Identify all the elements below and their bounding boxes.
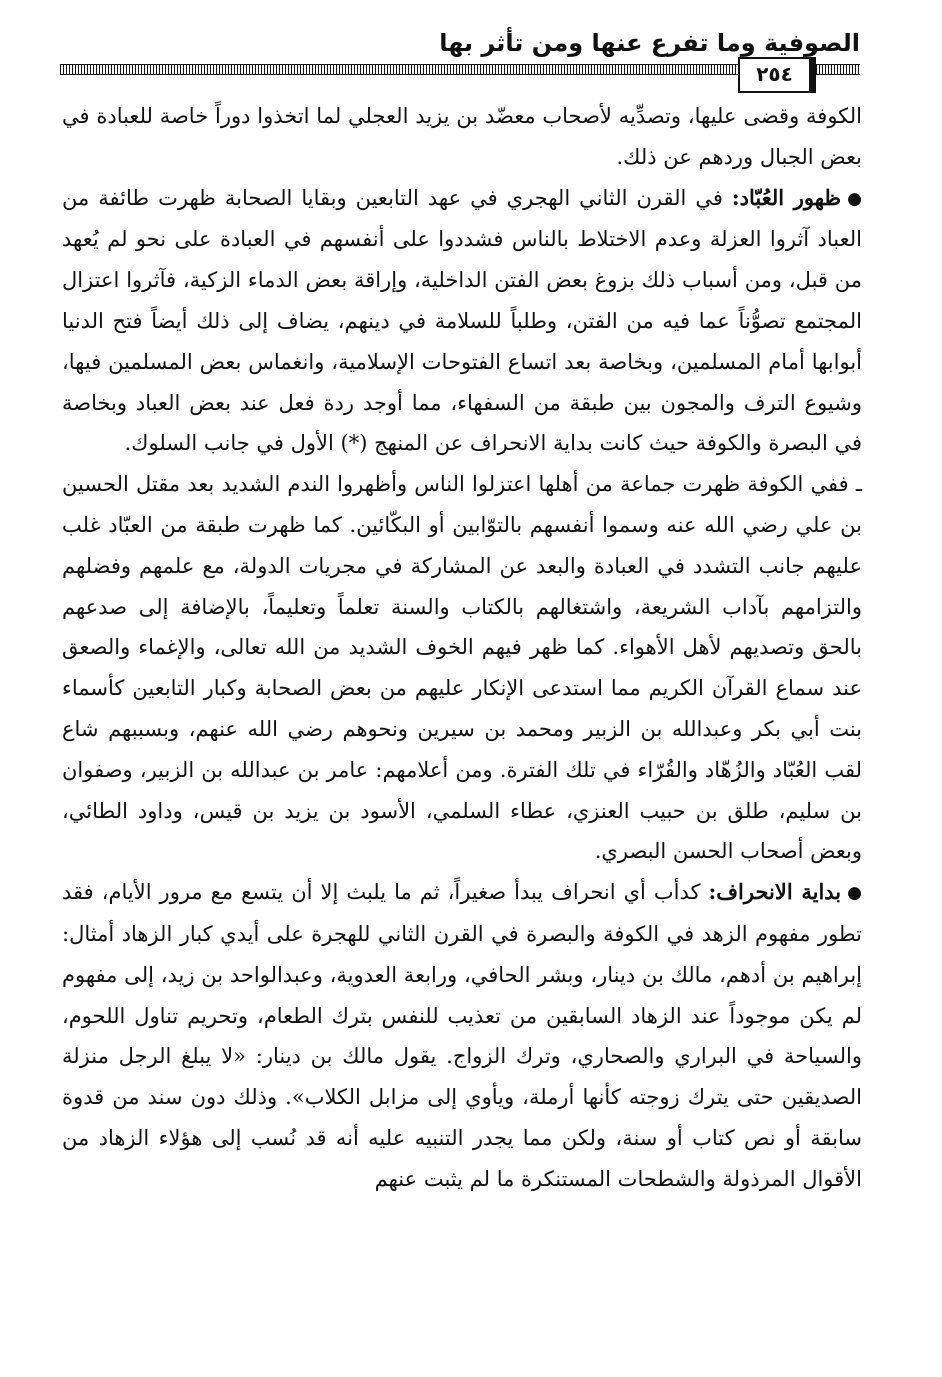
- paragraph-text: ـ ففي الكوفة ظهرت جماعة من أهلها اعتزلوا الناس وأظهروا الندم الشديد بعد مقتل الحسين بن علي رضي الله عنه وسموا أنفسهم بالتوّابين أو البكّائين. كما ظهرت طبقة من العبّاد غلب عليهم جانب التشدد في العبادة والبعد عن المشاركة في مجريات الدولة، مع علمهم وفضلهم والتزامهم بآداب الشريعة، واشتغالهم بالكتاب والسنة تعلماً وتعليماً، بالإضافة إلى صدعهم بالحق وتصديهم لأهل الأهواء. كما ظهر فيهم الخوف الشديد من الله تعالى، والإغماء والصعق عند سماع القرآن الكريم مما استدعى الإنكار عليهم من بعض الصحابة وكبار التابعين كأسماء بنت أبي بكر وعبدالله بن الزبير ومحمد بن سيرين ونحوهم رضي الله عنهم، وبسببهم شاع لقب العُبّاد والزُهّاد والقُرّاء في تلك الفترة. ومن أعلامهم: عامر بن عبدالله بن الزبير، وصفوان بن سليم، طلق بن حبيب العنزي، عطاء السلمي، الأسود بن يزيد بن قيس، وداود الطائي، وبعض أصحاب الحسن البصري.: [62, 472, 862, 864]
- bullet-icon: ●: [847, 188, 862, 209]
- paragraph: [62, 464, 862, 872]
- bullet-icon: ●: [847, 883, 862, 904]
- paragraph-text: في القرن الثاني الهجري في عهد التابعين وبقايا الصحابة ظهرت طائفة من العباد آثروا العزلة وعدم الاختلاط بالناس فشددوا على أنفسهم في العبادة على نحو لم يُعهد من قبل، ومن أسباب ذلك بزوغ بعض الفتن الداخلية، وإراقة بعض الدماء الزكية، فآثروا اعتزال المجتمع تصوُّناً عما فيه من الفتن، وطلباً للسلامة في دينهم، يضاف إلى ذلك أيضاً فتح الدنيا أبوابها أمام المسلمين، وبخاصة بعد اتساع الفتوحات الإسلامية، وانغماس بعض المسلمين فيها، وشيوع الترف والمجون بين طبقة من السفهاء، مما أوجد ردة فعل عند بعض العباد وبخاصة في البصرة والكوفة حيث كانت بداية الانحراف عن المنهج (*) الأول في جانب السلوك.: [62, 185, 862, 456]
- paragraph-text: كدأب أي انحراف يبدأ صغيراً، ثم ما يلبث إلا أن يتسع مع مرور الأيام، فقد تطور مفهوم الزهد في الكوفة والبصرة في القرن الثاني للهجرة على أيدي كبار الزهاد أمثال: إبراهيم بن أدهم، مالك بن دينار، وبشر الحافي، ورابعة العدوية، وعبدالواحد بن زيد، إلى مفهوم لم يكن موجوداً عند الزهاد السابقين من تعذيب للنفس بترك الطعام، وتحريم تناول اللحوم، والسياحة في البراري والصحاري، وترك الزواج. يقول مالك بن دينار: «لا يبلغ الرجل منزلة الصديقين حتى يترك زوجته كأنها أرملة، ويأوي إلى مزابل الكلاب». وذلك دون سند من قدوة سابقة أو نص كتاب أو سنة، ولكن مما يجدر التنبيه عليه أنه قد نُسب إلى هؤلاء الزهاد من الأقوال المرذولة والشطحات المستنكرة ما لم يثبت عنهم: [62, 880, 862, 1191]
- body-text: [62, 96, 862, 1200]
- paragraph-text: الكوفة وقضى عليها، وتصدِّيه لأصحاب معضّد بن يزيد العجلي لما اتخذوا دوراً خاصة للعبادة في بعض الجبال وردهم عن ذلك.: [62, 104, 862, 169]
- running-header: [60, 24, 860, 86]
- header-title: الصوفية وما تفرع عنها ومن تأثر بها: [439, 29, 860, 57]
- section-heading: ظهور العُبّاد:: [731, 184, 842, 210]
- page-number: ٢٥٤: [738, 57, 816, 93]
- paragraph-section-deviation: [62, 872, 862, 1199]
- section-heading: بداية الانحراف:: [708, 879, 842, 905]
- paragraph: [62, 96, 862, 178]
- paragraph-section-ubbad: [62, 178, 862, 465]
